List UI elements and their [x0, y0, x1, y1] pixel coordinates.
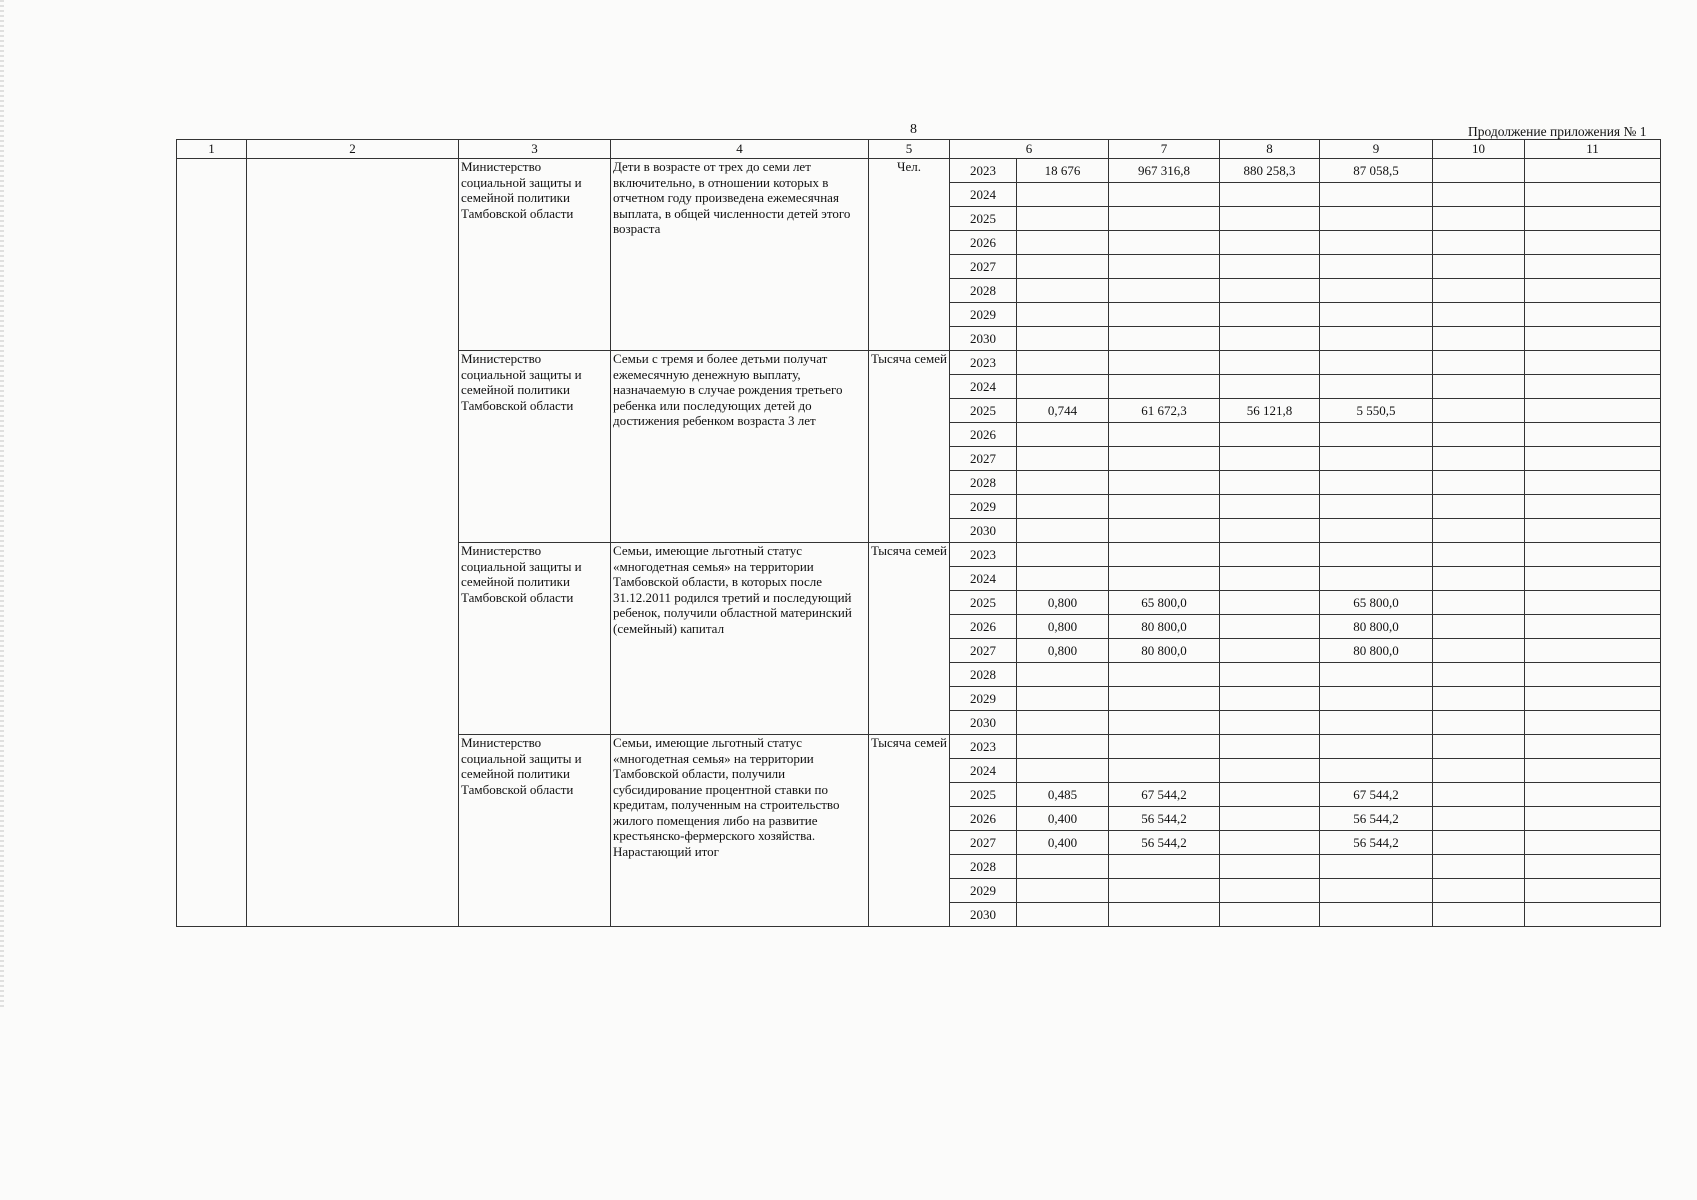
funding-regional — [1320, 279, 1433, 303]
column-10-cell — [1433, 735, 1525, 759]
column-10-cell — [1433, 663, 1525, 687]
funding-federal — [1220, 711, 1320, 735]
indicator-value: 0,400 — [1017, 831, 1109, 855]
funding-total — [1109, 423, 1220, 447]
funding-regional — [1320, 759, 1433, 783]
annex-table — [176, 139, 1661, 927]
column-11-cell — [1525, 567, 1661, 591]
column-header: 9 — [1320, 140, 1433, 159]
column-11-cell — [1525, 639, 1661, 663]
indicator-value — [1017, 759, 1109, 783]
column-2-cell — [247, 159, 459, 927]
column-10-cell — [1433, 159, 1525, 183]
funding-total — [1109, 759, 1220, 783]
funding-federal — [1220, 231, 1320, 255]
indicator-description: Семьи с тремя и более детьми получат ежемесячную денежную выплату, назначаемую в случае рождения третьего ребенка или последующих детей до достижения ребенком возраста 3 лет — [611, 351, 869, 543]
indicator-value — [1017, 351, 1109, 375]
column-11-cell — [1525, 615, 1661, 639]
indicator-value — [1017, 735, 1109, 759]
responsible-organization: Министерство социальной защиты и семейной политики Тамбовской области — [459, 735, 611, 927]
scan-edge-artifact — [0, 0, 4, 1010]
column-10-cell — [1433, 207, 1525, 231]
funding-total — [1109, 903, 1220, 927]
funding-regional: 80 800,0 — [1320, 639, 1433, 663]
funding-regional — [1320, 351, 1433, 375]
year-cell: 2029 — [950, 879, 1017, 903]
funding-federal — [1220, 831, 1320, 855]
column-11-cell — [1525, 375, 1661, 399]
year-cell: 2025 — [950, 399, 1017, 423]
funding-regional — [1320, 687, 1433, 711]
year-cell: 2024 — [950, 183, 1017, 207]
funding-regional — [1320, 375, 1433, 399]
indicator-value — [1017, 183, 1109, 207]
funding-regional — [1320, 255, 1433, 279]
column-10-cell — [1433, 807, 1525, 831]
funding-total — [1109, 519, 1220, 543]
column-11-cell — [1525, 399, 1661, 423]
table-row — [177, 159, 1661, 183]
year-cell: 2025 — [950, 783, 1017, 807]
funding-regional — [1320, 231, 1433, 255]
column-11-cell — [1525, 231, 1661, 255]
funding-federal — [1220, 639, 1320, 663]
year-cell: 2029 — [950, 687, 1017, 711]
funding-regional — [1320, 327, 1433, 351]
funding-regional — [1320, 207, 1433, 231]
indicator-value — [1017, 711, 1109, 735]
column-11-cell — [1525, 903, 1661, 927]
year-cell: 2030 — [950, 327, 1017, 351]
page-number: 8 — [910, 122, 917, 137]
column-10-cell — [1433, 543, 1525, 567]
funding-total: 967 316,8 — [1109, 159, 1220, 183]
responsible-organization: Министерство социальной защиты и семейной политики Тамбовской области — [459, 543, 611, 735]
column-header: 2 — [247, 140, 459, 159]
funding-regional — [1320, 447, 1433, 471]
funding-regional: 80 800,0 — [1320, 615, 1433, 639]
indicator-value — [1017, 327, 1109, 351]
indicator-value: 0,400 — [1017, 807, 1109, 831]
column-11-cell — [1525, 735, 1661, 759]
funding-federal — [1220, 615, 1320, 639]
indicator-value — [1017, 207, 1109, 231]
column-11-cell — [1525, 447, 1661, 471]
column-11-cell — [1525, 279, 1661, 303]
unit-of-measure: Тысяча семей — [869, 735, 950, 927]
funding-federal — [1220, 255, 1320, 279]
indicator-description: Семьи, имеющие льготный статус «многодетная семья» на территории Тамбовской области, получили субсидирование процентной ставки по кредитам, полученным на строительство жилого помещения либо на развитие крестьянско-фермерского хозяйства. Нарастающий итог — [611, 735, 869, 927]
funding-regional — [1320, 183, 1433, 207]
column-11-cell — [1525, 663, 1661, 687]
funding-regional — [1320, 879, 1433, 903]
funding-regional — [1320, 735, 1433, 759]
unit-of-measure: Чел. — [869, 159, 950, 351]
year-cell: 2024 — [950, 567, 1017, 591]
column-11-cell — [1525, 519, 1661, 543]
column-10-cell — [1433, 279, 1525, 303]
unit-of-measure: Тысяча семей — [869, 543, 950, 735]
column-11-cell — [1525, 303, 1661, 327]
funding-federal — [1220, 327, 1320, 351]
column-11-cell — [1525, 255, 1661, 279]
column-10-cell — [1433, 519, 1525, 543]
indicator-value — [1017, 903, 1109, 927]
column-10-cell — [1433, 303, 1525, 327]
column-10-cell — [1433, 855, 1525, 879]
column-header: 8 — [1220, 140, 1320, 159]
funding-regional: 56 544,2 — [1320, 831, 1433, 855]
column-10-cell — [1433, 687, 1525, 711]
indicator-value: 0,800 — [1017, 615, 1109, 639]
funding-total: 65 800,0 — [1109, 591, 1220, 615]
year-cell: 2023 — [950, 351, 1017, 375]
unit-of-measure: Тысяча семей — [869, 351, 950, 543]
funding-federal — [1220, 567, 1320, 591]
funding-total — [1109, 255, 1220, 279]
year-cell: 2024 — [950, 375, 1017, 399]
column-10-cell — [1433, 399, 1525, 423]
indicator-value — [1017, 375, 1109, 399]
column-10-cell — [1433, 375, 1525, 399]
funding-total: 56 544,2 — [1109, 807, 1220, 831]
column-11-cell — [1525, 207, 1661, 231]
column-header: 7 — [1109, 140, 1220, 159]
column-11-cell — [1525, 831, 1661, 855]
column-11-cell — [1525, 807, 1661, 831]
funding-federal — [1220, 471, 1320, 495]
column-10-cell — [1433, 255, 1525, 279]
funding-federal — [1220, 735, 1320, 759]
funding-total — [1109, 351, 1220, 375]
indicator-value: 0,744 — [1017, 399, 1109, 423]
funding-federal — [1220, 591, 1320, 615]
funding-total: 80 800,0 — [1109, 639, 1220, 663]
funding-federal — [1220, 519, 1320, 543]
indicator-value — [1017, 231, 1109, 255]
year-cell: 2028 — [950, 663, 1017, 687]
funding-federal — [1220, 783, 1320, 807]
column-11-cell — [1525, 351, 1661, 375]
column-11-cell — [1525, 591, 1661, 615]
column-11-cell — [1525, 423, 1661, 447]
funding-federal — [1220, 351, 1320, 375]
funding-total — [1109, 471, 1220, 495]
column-header-row — [177, 140, 1661, 159]
year-cell: 2024 — [950, 759, 1017, 783]
funding-regional: 65 800,0 — [1320, 591, 1433, 615]
funding-federal — [1220, 663, 1320, 687]
funding-federal — [1220, 447, 1320, 471]
funding-federal: 880 258,3 — [1220, 159, 1320, 183]
funding-regional: 5 550,5 — [1320, 399, 1433, 423]
funding-regional: 87 058,5 — [1320, 159, 1433, 183]
indicator-value: 0,800 — [1017, 639, 1109, 663]
funding-regional — [1320, 855, 1433, 879]
funding-regional: 56 544,2 — [1320, 807, 1433, 831]
funding-total — [1109, 567, 1220, 591]
column-header: 1 — [177, 140, 247, 159]
indicator-value — [1017, 423, 1109, 447]
funding-regional — [1320, 903, 1433, 927]
funding-regional — [1320, 663, 1433, 687]
funding-total — [1109, 687, 1220, 711]
funding-federal — [1220, 279, 1320, 303]
indicator-value — [1017, 687, 1109, 711]
indicator-value — [1017, 567, 1109, 591]
column-10-cell — [1433, 327, 1525, 351]
column-10-cell — [1433, 423, 1525, 447]
funding-total — [1109, 711, 1220, 735]
year-cell: 2026 — [950, 231, 1017, 255]
year-cell: 2023 — [950, 543, 1017, 567]
funding-federal — [1220, 303, 1320, 327]
indicator-value: 0,800 — [1017, 591, 1109, 615]
column-header: 3 — [459, 140, 611, 159]
funding-federal — [1220, 879, 1320, 903]
funding-federal — [1220, 183, 1320, 207]
year-cell: 2030 — [950, 711, 1017, 735]
funding-total — [1109, 303, 1220, 327]
funding-regional: 67 544,2 — [1320, 783, 1433, 807]
year-cell: 2026 — [950, 807, 1017, 831]
year-cell: 2025 — [950, 207, 1017, 231]
year-cell: 2027 — [950, 639, 1017, 663]
funding-regional — [1320, 567, 1433, 591]
year-cell: 2027 — [950, 447, 1017, 471]
year-cell: 2026 — [950, 615, 1017, 639]
funding-total — [1109, 495, 1220, 519]
funding-total — [1109, 279, 1220, 303]
column-header: 10 — [1433, 140, 1525, 159]
column-11-cell — [1525, 543, 1661, 567]
funding-total — [1109, 447, 1220, 471]
year-cell: 2023 — [950, 735, 1017, 759]
column-10-cell — [1433, 879, 1525, 903]
funding-regional — [1320, 543, 1433, 567]
funding-federal — [1220, 423, 1320, 447]
indicator-value: 0,485 — [1017, 783, 1109, 807]
year-cell: 2028 — [950, 279, 1017, 303]
column-11-cell — [1525, 759, 1661, 783]
funding-federal — [1220, 807, 1320, 831]
funding-federal — [1220, 855, 1320, 879]
column-11-cell — [1525, 471, 1661, 495]
year-cell: 2023 — [950, 159, 1017, 183]
column-11-cell — [1525, 855, 1661, 879]
annex-table-body — [177, 140, 1661, 927]
column-11-cell — [1525, 183, 1661, 207]
funding-total: 80 800,0 — [1109, 615, 1220, 639]
funding-total — [1109, 207, 1220, 231]
indicator-value: 18 676 — [1017, 159, 1109, 183]
indicator-value — [1017, 519, 1109, 543]
indicator-value — [1017, 495, 1109, 519]
funding-total — [1109, 231, 1220, 255]
indicator-value — [1017, 543, 1109, 567]
indicator-value — [1017, 855, 1109, 879]
column-11-cell — [1525, 495, 1661, 519]
column-header: 4 — [611, 140, 869, 159]
column-10-cell — [1433, 351, 1525, 375]
indicator-value — [1017, 303, 1109, 327]
column-10-cell — [1433, 495, 1525, 519]
funding-regional — [1320, 303, 1433, 327]
year-cell: 2030 — [950, 903, 1017, 927]
funding-total — [1109, 375, 1220, 399]
column-10-cell — [1433, 639, 1525, 663]
column-header: 11 — [1525, 140, 1661, 159]
funding-federal — [1220, 687, 1320, 711]
indicator-value — [1017, 879, 1109, 903]
funding-total: 56 544,2 — [1109, 831, 1220, 855]
column-10-cell — [1433, 831, 1525, 855]
funding-total — [1109, 327, 1220, 351]
funding-federal — [1220, 759, 1320, 783]
column-11-cell — [1525, 159, 1661, 183]
indicator-description: Семьи, имеющие льготный статус «многодетная семья» на территории Тамбовской области, в которых после 31.12.2011 родился третий и последующий ребенок, получили областной материнский (семейный) капитал — [611, 543, 869, 735]
funding-federal — [1220, 903, 1320, 927]
funding-total — [1109, 183, 1220, 207]
column-11-cell — [1525, 711, 1661, 735]
funding-regional — [1320, 711, 1433, 735]
funding-federal — [1220, 495, 1320, 519]
responsible-organization: Министерство социальной защиты и семейной политики Тамбовской области — [459, 351, 611, 543]
column-10-cell — [1433, 711, 1525, 735]
funding-federal — [1220, 375, 1320, 399]
column-10-cell — [1433, 759, 1525, 783]
indicator-value — [1017, 663, 1109, 687]
year-cell: 2027 — [950, 831, 1017, 855]
funding-federal — [1220, 543, 1320, 567]
indicator-value — [1017, 279, 1109, 303]
funding-total — [1109, 663, 1220, 687]
funding-total — [1109, 735, 1220, 759]
column-11-cell — [1525, 783, 1661, 807]
column-10-cell — [1433, 783, 1525, 807]
year-cell: 2028 — [950, 855, 1017, 879]
continuation-note: Продолжение приложения № 1 — [1468, 124, 1647, 139]
column-10-cell — [1433, 471, 1525, 495]
column-10-cell — [1433, 903, 1525, 927]
funding-federal: 56 121,8 — [1220, 399, 1320, 423]
indicator-description: Дети в возрасте от трех до семи лет включительно, в отношении которых в отчетном году произведена ежемесячная выплата, в общей численности детей этого возраста — [611, 159, 869, 351]
year-cell: 2030 — [950, 519, 1017, 543]
column-1-cell — [177, 159, 247, 927]
funding-total: 67 544,2 — [1109, 783, 1220, 807]
funding-regional — [1320, 423, 1433, 447]
funding-total: 61 672,3 — [1109, 399, 1220, 423]
column-11-cell — [1525, 879, 1661, 903]
funding-total — [1109, 879, 1220, 903]
indicator-value — [1017, 255, 1109, 279]
funding-regional — [1320, 519, 1433, 543]
funding-regional — [1320, 471, 1433, 495]
year-cell: 2029 — [950, 303, 1017, 327]
responsible-organization: Министерство социальной защиты и семейной политики Тамбовской области — [459, 159, 611, 351]
column-11-cell — [1525, 327, 1661, 351]
column-10-cell — [1433, 447, 1525, 471]
indicator-value — [1017, 471, 1109, 495]
indicator-value — [1017, 447, 1109, 471]
column-11-cell — [1525, 687, 1661, 711]
funding-regional — [1320, 495, 1433, 519]
funding-federal — [1220, 207, 1320, 231]
column-10-cell — [1433, 591, 1525, 615]
year-cell: 2025 — [950, 591, 1017, 615]
column-10-cell — [1433, 567, 1525, 591]
column-header: 5 — [869, 140, 950, 159]
column-10-cell — [1433, 231, 1525, 255]
year-cell: 2028 — [950, 471, 1017, 495]
funding-total — [1109, 543, 1220, 567]
year-cell: 2026 — [950, 423, 1017, 447]
column-10-cell — [1433, 615, 1525, 639]
year-cell: 2027 — [950, 255, 1017, 279]
year-cell: 2029 — [950, 495, 1017, 519]
column-header: 6 — [950, 140, 1109, 159]
funding-total — [1109, 855, 1220, 879]
column-10-cell — [1433, 183, 1525, 207]
